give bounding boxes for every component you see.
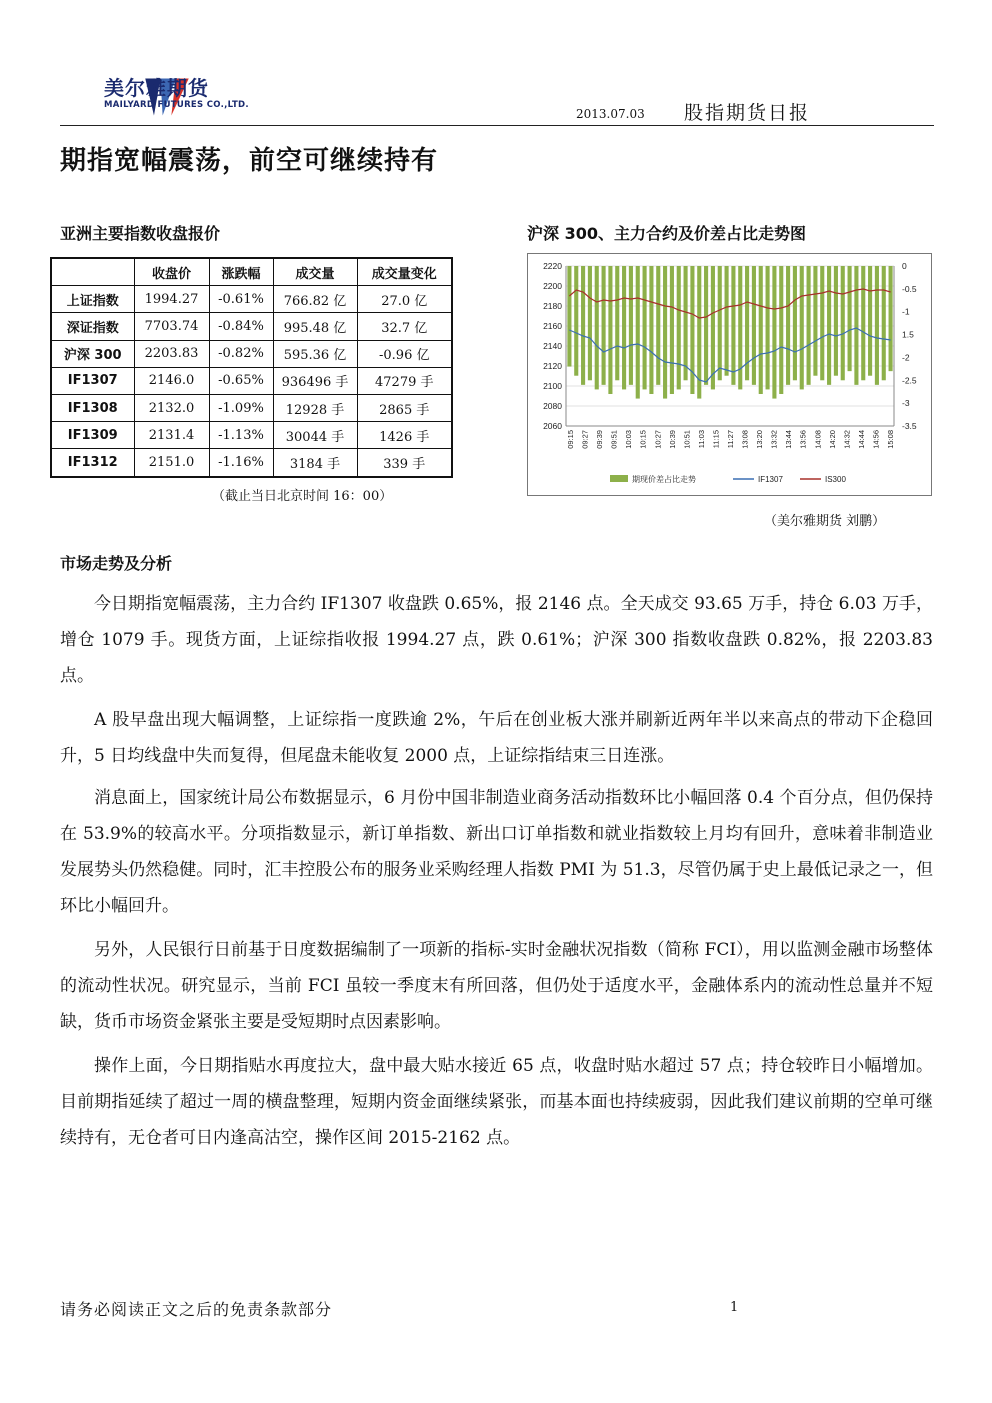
index-quote-table (50, 257, 453, 478)
table-footnote: （截止当日北京时间 16：00） (212, 489, 393, 504)
spread-bar (807, 266, 811, 385)
table-row (51, 422, 452, 449)
analysis-paragraph: A 股早盘出现大幅调整，上证综指一度跌逾 2%，午后在创业板大涨并刷新近两年半以来高点的带动下企稳回升，5 日均线盘中失而复得，但尾盘未能收复 2000 点，上证综指结束三日连涨。 (60, 710, 933, 766)
spread-bar (602, 266, 606, 385)
spread-bar (738, 266, 742, 389)
y-left-tick-label: 2140 (543, 341, 562, 351)
chart-container (527, 253, 932, 496)
spread-bar (636, 266, 640, 399)
x-tick-label: 11:27 (726, 430, 735, 449)
x-tick-label: 10:27 (653, 430, 663, 449)
x-tick-label: 13:20 (755, 430, 765, 449)
table-cell: 2865 手 (357, 394, 452, 421)
table-cell: 2151.0 (134, 449, 209, 477)
y-left-tick-label: 2100 (543, 381, 562, 391)
spread-bar (567, 266, 571, 367)
x-tick-label: 15:08 (886, 430, 895, 449)
x-tick-label: 14:08 (813, 430, 823, 449)
spread-bar (854, 266, 858, 385)
spread-bar (704, 266, 708, 385)
spread-bar (711, 266, 715, 389)
table-cell: 47279 手 (357, 367, 452, 394)
table-cell: -0.65% (209, 367, 273, 394)
x-tick-label: 14:44 (856, 430, 866, 449)
table-cell: -0.84% (209, 313, 273, 340)
spread-bar (889, 266, 893, 371)
table-cell: -1.09% (209, 394, 273, 421)
spread-bar (752, 266, 756, 385)
table-cell: 3184 手 (273, 449, 357, 477)
header-divider (60, 125, 934, 126)
y-left-tick-label: 2120 (543, 361, 562, 371)
y-right-tick-label: -3 (902, 398, 910, 409)
y-left-tick-label: 2200 (543, 281, 562, 291)
row-label: IF1309 (51, 422, 134, 449)
spread-bar (779, 266, 783, 394)
table-cell: 32.7 亿 (357, 313, 452, 340)
column-header (51, 258, 134, 286)
spread-bar (684, 266, 688, 380)
table-cell: 30044 手 (273, 422, 357, 449)
x-tick-label: 10:39 (667, 430, 677, 449)
x-tick-label: 10:03 (624, 430, 634, 449)
spread-bar (786, 266, 790, 385)
table-cell: 766.82 亿 (273, 286, 357, 313)
y-right-tick-label: 0 (902, 261, 907, 271)
table-cell: -1.16% (209, 449, 273, 477)
spread-bar (718, 266, 722, 380)
y-right-tick-label: 1.5 (902, 329, 914, 340)
analysis-paragraph: 今日期指宽幅震荡，主力合约 IF1307 收盘跌 0.65%，报 2146 点。全天成交 93.65 万手，持仓 6.03 万手，增仓 1079 手。现货方面，上证综指收报 1994.27 点，跌 0.61%；沪深 300 指数收盘跌 0.82%，报 2203.83 点。 (60, 594, 933, 686)
x-tick-label: 10:15 (638, 430, 648, 449)
table-row (51, 313, 452, 340)
table-cell: 1426 手 (357, 422, 452, 449)
column-header: 涨跌幅 (209, 258, 273, 286)
table-cell: -0.61% (209, 286, 273, 313)
table-cell: -0.82% (209, 340, 273, 367)
table-heading: 亚洲主要指数收盘报价 (60, 224, 221, 243)
page-title: 期指宽幅震荡，前空可继续持有 (60, 146, 439, 176)
row-label: 上证指数 (51, 286, 134, 313)
page-number: 1 (730, 1300, 739, 1315)
spread-bar (827, 266, 831, 385)
table-cell: 2132.0 (134, 394, 209, 421)
column-header: 成交量变化 (357, 258, 452, 286)
x-tick-label: 13:56 (798, 430, 808, 449)
brand-name-en: MAILYARD FUTURES CO.,LTD. (104, 100, 249, 110)
spread-bar (882, 266, 886, 380)
spread-bar (574, 266, 578, 376)
spread-bar (588, 266, 592, 380)
row-label: IF1307 (51, 367, 134, 394)
table-header-row (51, 258, 452, 286)
table-row (51, 340, 452, 367)
y-left-tick-label: 2060 (543, 421, 562, 431)
row-label: 深证指数 (51, 313, 134, 340)
spread-bar (649, 266, 653, 394)
analysis-paragraph: 操作上面，今日期指贴水再度拉大，盘中最大贴水接近 65 点，收盘时贴水超过 57 点；持仓较昨日小幅增加。目前期指延续了超过一周的横盘整理，短期内资金面继续紧张，而基本面也持续疲弱，因此我们建议前期的空单可继续持有，无仓者可日内逢高沽空，操作区间 2015-2162 点。 (60, 1056, 933, 1148)
spread-bar (868, 266, 872, 376)
row-label: 沪深 300 (51, 340, 134, 367)
spread-bar (731, 266, 735, 385)
table-cell: 995.48 亿 (273, 313, 357, 340)
x-tick-label: 13:08 (740, 430, 750, 449)
spread-bar (813, 266, 817, 376)
spread-bar (793, 266, 797, 380)
spread-chart (528, 254, 931, 495)
x-tick-label: 13:32 (769, 430, 779, 449)
chart-credit: （美尔雅期货 刘鹏） (764, 514, 886, 529)
y-left-tick-label: 2220 (543, 261, 562, 271)
disclaimer-note: 请务必阅读正文之后的免责条款部分 (60, 1300, 333, 1319)
spread-bar (861, 266, 865, 380)
table-cell: 2131.4 (134, 422, 209, 449)
table-cell: 2146.0 (134, 367, 209, 394)
column-header: 成交量 (273, 258, 357, 286)
table-cell: 12928 手 (273, 394, 357, 421)
spread-bar (800, 266, 804, 389)
spread-bar (629, 266, 633, 385)
x-tick-label: 09:51 (609, 430, 619, 449)
column-header: 收盘价 (134, 258, 209, 286)
spread-bar (820, 266, 824, 380)
legend-swatch (610, 475, 628, 482)
table-row (51, 394, 452, 421)
y-right-tick-label: -2 (902, 352, 910, 363)
spread-bar (608, 266, 612, 394)
chart-heading: 沪深 300、主力合约及价差占比走势图 (527, 224, 806, 243)
spread-bar (615, 266, 619, 380)
x-tick-label: 11:03 (696, 430, 706, 449)
y-right-tick-label: -2.5 (902, 375, 917, 386)
spread-bar (766, 266, 770, 389)
table-cell: 595.36 亿 (273, 340, 357, 367)
table-cell: 27.0 亿 (357, 286, 452, 313)
legend-label: 期现价差占比走势 (632, 475, 696, 484)
table-cell: 1994.27 (134, 286, 209, 313)
y-left-tick-label: 2180 (543, 301, 562, 311)
x-tick-label: 09:39 (595, 430, 605, 449)
table-row (51, 286, 452, 313)
row-label: IF1312 (51, 449, 134, 477)
spread-bar (875, 266, 879, 385)
spread-bar (670, 266, 674, 394)
analysis-paragraph: 另外，人民银行日前基于日度数据编制了一项新的指标-实时金融状况指数（简称 FCI），用以监测金融市场整体的流动性状况。研究显示，当前 FCI 虽较一季度末有所回落，但仍处于适度水平，金融体系内的流动性总量并不短缺，货币市场资金紧张主要是受短期时点因素影响。 (60, 940, 933, 1032)
table-cell: 7703.74 (134, 313, 209, 340)
spread-bar (690, 266, 694, 394)
x-tick-label: 14:20 (827, 430, 837, 449)
table-cell: 936496 手 (273, 367, 357, 394)
spread-bar (656, 266, 660, 385)
y-right-tick-label: -0.5 (902, 283, 917, 294)
spread-bar (759, 266, 763, 394)
report-date: 2013.07.03 (576, 107, 645, 121)
analysis-paragraph: 消息面上，国家统计局公布数据显示，6 月份中国非制造业商务活动指数环比小幅回落 0.4 个百分点，但仍保持在 53.9%的较高水平。分项指数显示，新订单指数、新出口订单指数和就业指数较上月均有回升，意味着非制造业发展势头仍然稳健。同时，汇丰控股公布的服务业采购经理人指数 PMI 为 51.3，尽管仍属于史上最低记录之一，但环比小幅回升。 (60, 788, 933, 916)
spread-bar (841, 266, 845, 380)
x-tick-label: 09:27 (580, 430, 590, 449)
x-tick-label: 09:15 (566, 430, 575, 449)
spread-bar (848, 266, 852, 371)
spread-bar (663, 266, 667, 399)
table-cell: -0.96 亿 (357, 340, 452, 367)
table-row (51, 449, 452, 477)
y-right-tick-label: -1 (902, 306, 910, 317)
report-title: 股指期货日报 (684, 102, 811, 124)
x-tick-label: 13:44 (784, 430, 794, 449)
spread-bar (622, 266, 626, 389)
x-tick-label: 14:32 (842, 430, 852, 449)
spread-bar (772, 266, 776, 399)
analysis-heading: 市场走势及分析 (60, 554, 173, 573)
x-tick-label: 11:15 (711, 430, 721, 449)
table-cell: 2203.83 (134, 340, 209, 367)
x-tick-label: 10:51 (682, 430, 692, 449)
spread-bar (643, 266, 647, 389)
y-right-tick-label: -3.5 (902, 421, 917, 431)
table-row (51, 367, 452, 394)
row-label: IF1308 (51, 394, 134, 421)
y-left-tick-label: 2160 (543, 321, 562, 331)
y-left-tick-label: 2080 (543, 401, 562, 411)
spread-bar (725, 266, 729, 376)
spread-bar (677, 266, 681, 389)
table-cell: -1.13% (209, 422, 273, 449)
spread-bar (581, 266, 585, 385)
legend-label: IF1307 (758, 475, 783, 484)
legend-label: IS300 (825, 475, 846, 484)
brand-name-cn: 美尔雅期货 (104, 76, 209, 100)
spread-bar (595, 266, 599, 389)
table-cell: 339 手 (357, 449, 452, 477)
spread-bar (834, 266, 838, 376)
x-tick-label: 14:56 (871, 430, 881, 449)
